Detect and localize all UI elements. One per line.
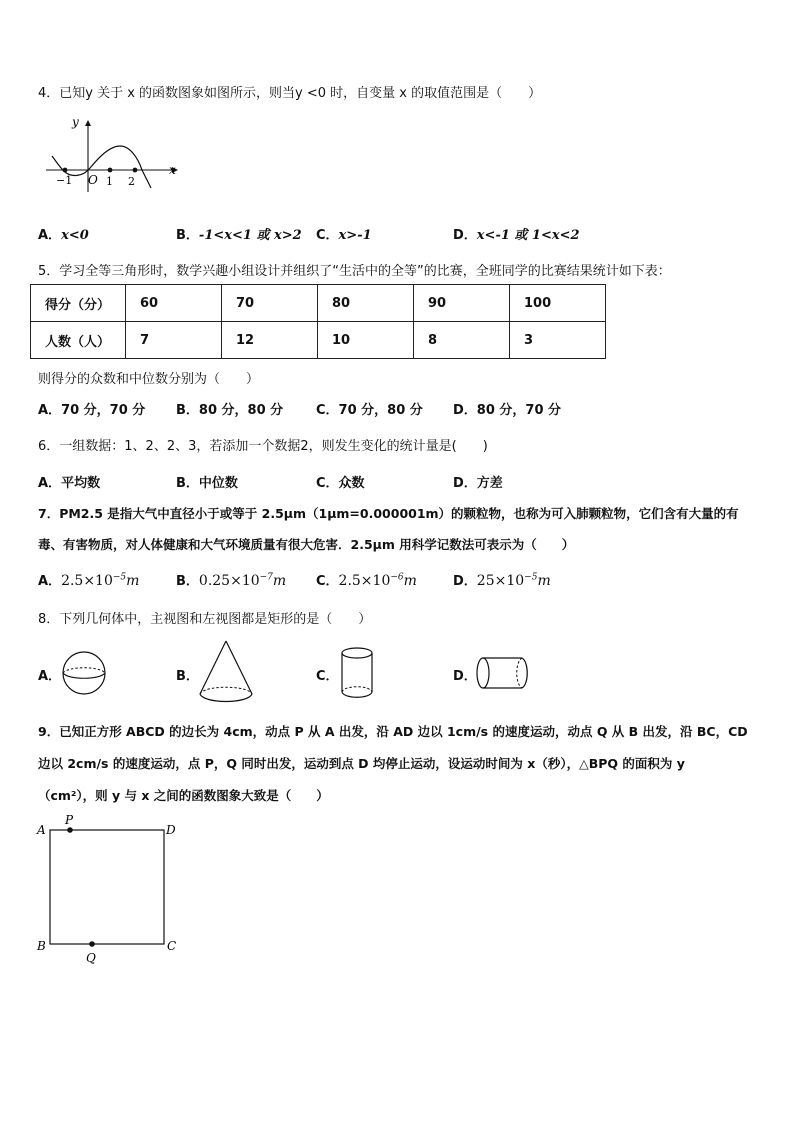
table-row xyxy=(31,285,606,322)
option-unit: m xyxy=(126,573,140,589)
table-cell: 100 xyxy=(510,285,606,322)
table-cell: 8 xyxy=(414,322,510,359)
option-label: D． xyxy=(453,574,477,589)
table-cell: 得分（分） xyxy=(31,285,126,322)
option-text: 平均数 xyxy=(61,476,101,491)
q8-option-b-label[interactable]: B． xyxy=(176,669,199,684)
q7-option-d[interactable] xyxy=(453,570,551,589)
option-text: 70 分，70 分 xyxy=(61,403,146,418)
table-cell: 60 xyxy=(126,285,222,322)
option-base: 2.5×10 xyxy=(61,573,113,589)
option-exponent: −5 xyxy=(524,572,538,583)
q8-option-d-label[interactable]: D． xyxy=(453,669,477,684)
q4-stem: 4．已知y 关于 x 的函数图象如图所示，则当y <0 时，自变量 x 的取值范围是（ ） xyxy=(38,86,542,101)
option-text: 70 分，80 分 xyxy=(338,403,423,418)
sphere-icon xyxy=(60,650,108,696)
option-label: D． xyxy=(453,403,477,418)
vertex-c-label: C xyxy=(167,939,177,953)
q4-x-label: x xyxy=(169,163,176,177)
table-cell: 人数（人） xyxy=(31,322,126,359)
q5-option-a[interactable] xyxy=(38,399,145,418)
option-label: B． xyxy=(176,403,199,418)
option-text: 方差 xyxy=(476,476,503,491)
q4-option-a[interactable] xyxy=(38,224,89,243)
option-label: B． xyxy=(176,228,199,243)
q7-stem-line2: 毒、有害物质，对人体健康和大气环境质量有很大危害．2.5μm 用科学记数法可表示为（ ） xyxy=(38,537,575,552)
table-cell: 80 xyxy=(318,285,414,322)
table-cell: 12 xyxy=(222,322,318,359)
q4-tick-2: 2 xyxy=(128,175,135,188)
table-cell: 10 xyxy=(318,322,414,359)
q9-stem-line2: 边以 2cm/s 的速度运动，点 P，Q 同时出发，运动到点 D 均停止运动，设运动时间为 x（秒），△BPQ 的面积为 y xyxy=(38,756,685,771)
option-label: C． xyxy=(316,228,339,243)
vertex-b-label: B xyxy=(37,939,46,953)
q4-tick-minus1: −1 xyxy=(56,174,73,187)
option-text: x<-1 或 1<x<2 xyxy=(476,228,580,243)
q5-question: 则得分的众数和中位数分别为（ ） xyxy=(38,372,260,387)
option-text: 80 分，80 分 xyxy=(198,403,284,418)
vertex-a-label: A xyxy=(37,823,46,837)
q8-option-c-label[interactable]: C． xyxy=(316,669,339,684)
q6-option-a[interactable] xyxy=(38,472,100,491)
option-text: 80 分，70 分 xyxy=(476,403,562,418)
q6-option-c[interactable] xyxy=(316,472,365,491)
option-label: A． xyxy=(38,574,62,589)
option-text: x>-1 xyxy=(338,228,372,243)
option-label: A． xyxy=(38,403,62,418)
cone-icon xyxy=(196,638,256,706)
option-unit: m xyxy=(403,573,417,589)
option-text: x<0 xyxy=(61,228,89,243)
option-text: -1<x<1 或 x>2 xyxy=(198,228,302,243)
q7-option-b[interactable] xyxy=(176,570,286,589)
option-unit: m xyxy=(272,573,287,589)
q8-stem: 8．下列几何体中，主视图和左视图都是矩形的是（ ） xyxy=(38,612,372,627)
option-base: 2.5×10 xyxy=(338,573,391,589)
q6-option-d[interactable] xyxy=(453,472,503,491)
q5-option-c[interactable] xyxy=(316,399,423,418)
cylinder-icon xyxy=(338,645,376,701)
point-q-label: Q xyxy=(86,951,96,965)
option-text: 中位数 xyxy=(198,476,238,491)
q4-option-c[interactable] xyxy=(316,224,372,243)
q4-tick-1: 1 xyxy=(106,175,113,188)
option-base: 25×10 xyxy=(476,573,525,589)
q4-function-graph xyxy=(38,112,188,194)
vertex-d-label: D xyxy=(166,823,176,837)
table-cell: 3 xyxy=(510,322,606,359)
option-base: 0.25×10 xyxy=(198,573,260,589)
option-label: A． xyxy=(38,476,62,491)
table-cell: 7 xyxy=(126,322,222,359)
q4-y-label: y xyxy=(72,115,79,129)
option-label: C． xyxy=(316,574,339,589)
option-exponent: −5 xyxy=(112,572,127,583)
q7-option-a[interactable] xyxy=(38,570,139,589)
q7-option-c[interactable] xyxy=(316,570,417,589)
q5-score-table xyxy=(30,284,606,359)
horizontal-cylinder-icon xyxy=(474,654,532,692)
option-label: C． xyxy=(316,403,339,418)
q7-stem-line1: 7．PM2.5 是指大气中直径小于或等于 2.5μm（1μm=0.000001m）的颗粒物，也称为可入肺颗粒物，它们含有大量的有 xyxy=(38,506,739,521)
option-label: C． xyxy=(316,476,339,491)
option-unit: m xyxy=(537,573,551,589)
option-exponent: −6 xyxy=(390,572,404,583)
option-label: D． xyxy=(453,228,477,243)
option-label: D． xyxy=(453,476,477,491)
q5-option-b[interactable] xyxy=(176,399,283,418)
q4-origin-label: O xyxy=(88,173,98,187)
q6-option-b[interactable] xyxy=(176,472,238,491)
option-label: A． xyxy=(38,228,62,243)
q9-stem-line3: （cm²），则 y 与 x 之间的函数图象大致是（ ） xyxy=(38,788,329,803)
q4-option-d[interactable] xyxy=(453,224,580,243)
q9-square-figure xyxy=(34,812,184,968)
option-exponent: −7 xyxy=(259,572,273,583)
q5-stem: 5．学习全等三角形时，数学兴趣小组设计并组织了“生活中的全等”的比赛，全班同学的比赛结果统计如下表： xyxy=(38,264,671,279)
point-p-label: P xyxy=(65,813,74,827)
q4-option-b[interactable] xyxy=(176,224,302,243)
q9-stem-line1: 9．已知正方形 ABCD 的边长为 4cm，动点 P 从 A 出发，沿 AD 边以 1cm/s 的速度运动，动点 Q 从 B 出发，沿 BC，CD xyxy=(38,724,748,739)
q5-option-d[interactable] xyxy=(453,399,561,418)
table-cell: 90 xyxy=(414,285,510,322)
option-label: B． xyxy=(176,476,199,491)
q6-stem: 6．一组数据：1、2、2、3，若添加一个数据2，则发生变化的统计量是( ) xyxy=(38,439,488,454)
option-text: 众数 xyxy=(338,476,365,491)
q8-option-a-label[interactable]: A． xyxy=(38,669,62,684)
table-row xyxy=(31,322,606,359)
table-cell: 70 xyxy=(222,285,318,322)
option-label: B． xyxy=(176,574,199,589)
